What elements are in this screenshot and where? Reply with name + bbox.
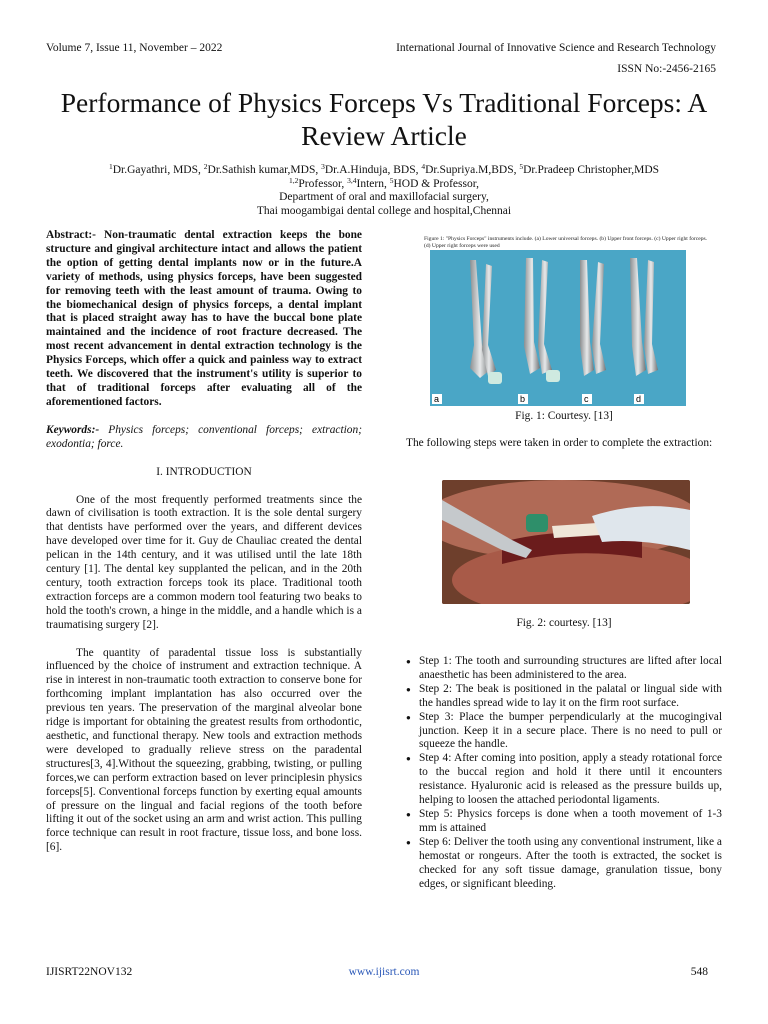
author-name: Dr.Sathish kumar,MDS, [207, 164, 322, 176]
author-name: Dr.A.Hinduja, BDS, [324, 164, 422, 176]
role-sup: 3,4 [347, 175, 357, 185]
role-text: Professor, [298, 177, 348, 190]
figure1-forceps-image [430, 250, 686, 406]
figure1-caption: Fig. 1: Courtesy. [13] [515, 410, 613, 422]
role-sup: 5 [389, 175, 394, 185]
author-sup: 1 [108, 162, 113, 171]
abstract: Abstract:- Non-traumatic dental extraction keeps the bone structure and gingival architecture intact and allows the patient the option of getting dental implants now or in the future.A variety of methods, using physics forceps, have been suggested for removing teeth with the least amount of trauma. Owing to the biomechanical design of physics forceps, a dental implant that is placed straight away has to have the buccal bone plate maintained and the incidence of root fracture decreased. The most recent advancement in dental extraction technology is the Physics Forceps, which offer a quick and painless way to extract teeth. We discovered that the instrument's utility is superior to that of traditional forceps after evaluating all of the aforementioned factors. [46, 229, 362, 408]
author-name: Dr.Pradeep Christopher,MDS [523, 164, 660, 176]
list-item: ● Step 5: Physics forceps is done when a tooth movement of 1-3 mm is attained [406, 808, 722, 836]
author-sup: 2 [203, 162, 208, 171]
figure1-inner-caption: Figure 1: "Physics Forceps" instruments include. (a) Lower universal forceps. (b) Upper front forceps. (c) Upper right forceps. (d) Upper right forceps were used [424, 236, 708, 249]
list-item: ● Step 2: The beak is positioned in the palatal or lingual side with the handles spread wide to lay it on the firm root surface. [406, 683, 722, 711]
intro-paragraph: The quantity of paradental tissue loss is substantially influenced by the choice of instrument and extraction technique. A rise in interest in non-traumatic tooth extraction to conserve bone for forthcoming implant implantation has also occurred over the previous ten years. The preservation of the marginal alveolar bone ridge is important for obtaining the greatest results from orthodontic, aesthetic, and functional therapy. New tools and extraction methods were developed to gradually relieve stress on the paradental structures[3, 4].Without the squeezing, grabbing, twisting, or pulling forces,we can perform extraction based on lever principlesin physics forceps[5]. Conventional forceps function by exerting equal amounts of pressure on the lingual and facial regions of the tooth before lifting it out of the socket using an arm and wrist action. This pulling force technique can result in root fracture, tissue loss, and bone loss. [6]. [46, 646, 362, 854]
author-names [30, 164, 738, 178]
section-heading-introduction: I. INTRODUCTION [156, 465, 252, 478]
list-item: ● Step 4: After coming into position, apply a steady rotational force to the buccal region and hold it there until it encounters resistance. Hyaluronic acid is released as the pressure builds up, helping to loosen the attached periodontal ligaments. [406, 752, 722, 808]
keywords-label: Keywords:- [46, 423, 100, 436]
author-name: Dr.Gayathri, MDS, [112, 164, 204, 176]
article-id: IJISRT22NOV132 [46, 966, 133, 978]
role-text: HOD & Professor, [393, 177, 479, 190]
role-text: Intern, [356, 177, 390, 190]
list-item: ● Step 6: Deliver the tooth using any conventional instrument, like a hemostat or rongeurs. After the tooth is extracted, the socket is checked for any soft tissue damage, granulation tissue, bony edges, or significant bleeding. [406, 836, 722, 892]
role-sup: 1,2 [289, 175, 299, 185]
author-sup: 3 [321, 162, 325, 171]
panel-label-b: b [520, 394, 526, 404]
panel-label-a: a [434, 394, 440, 404]
intro-paragraph: One of the most frequently performed treatments since the dawn of civilisation is tooth extraction. It is the sole dental surgery that dentists have performed over the years, and different devices have developed over time for it. Guy de Chauliac created the dental pelican in the 14th century, and it was utilised until the late 18th century [1]. The dental key supplanted the pelican, and in the 20th century, tooth extraction forceps took its place. Traditional tooth extraction forceps are a common modern tool featuring two beaks to hold the tooth's crown, a hinge in the middle, and a handle which is a traumatising surgery [2]. [46, 493, 362, 631]
page-number: 548 [690, 966, 708, 978]
author-department: Department of oral and maxillofacial surgery, [279, 191, 489, 204]
list-item: ● Step 3: Place the bumper perpendicularly at the mucogingival junction. Keep it in a secure place. There is no need to pull or squeeze the handle. [406, 711, 722, 753]
panel-label-d: d [636, 394, 642, 404]
figure2-caption: Fig. 2: courtesy. [13] [516, 617, 612, 629]
journal-volume: Volume 7, Issue 11, November – 2022 [46, 42, 223, 54]
forceps-illustration [430, 250, 686, 406]
steps-list [406, 655, 722, 891]
keywords [46, 424, 362, 452]
journal-name: International Journal of Innovative Science and Research Technology [396, 42, 716, 54]
author-name: Dr.Supriya.M,BDS, [425, 164, 520, 176]
panel-label-c: c [584, 394, 589, 404]
extraction-illustration [442, 480, 690, 604]
author-institution: Thai moogambigai dental college and hospital,Chennai [256, 204, 512, 217]
journal-website-link[interactable]: www.ijisrt.com [348, 966, 420, 978]
issn-number: ISSN No:-2456-2165 [617, 63, 716, 75]
author-sup: 4 [421, 162, 426, 171]
left-column [46, 229, 362, 869]
figure2-extraction-photo [442, 480, 690, 604]
author-block [30, 164, 738, 218]
article-title: Performance of Physics Forceps Vs Traditional Forceps: A Review Article [60, 87, 708, 151]
keywords-text: Physics forceps; conventional forceps; extraction; exodontia; force. [46, 423, 362, 450]
author-sup: 5 [519, 162, 524, 171]
author-roles [30, 175, 738, 192]
list-item: ● Step 1: The tooth and surrounding structures are lifted after local anaesthetic has been administered to the area. [406, 655, 722, 683]
steps-intro: The following steps were taken in order to complete the extraction: [406, 437, 713, 449]
